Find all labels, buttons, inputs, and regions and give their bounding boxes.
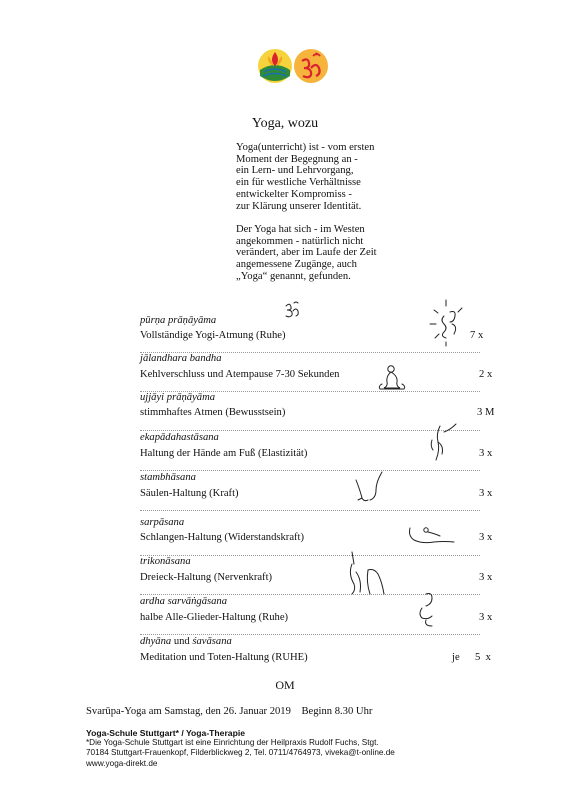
- separator: [140, 470, 480, 471]
- exercise-count: 3 x: [479, 488, 493, 499]
- intro-line: „Yoga“ genannt, gefunden.: [236, 270, 351, 282]
- exercise-count: 3 x: [479, 572, 493, 583]
- exercise-count: 3 x: [479, 532, 493, 543]
- final-connector: und: [171, 636, 193, 647]
- exercise-count: 7 x: [470, 330, 484, 341]
- lotus-sun-logo-icon: [258, 49, 292, 83]
- exercise-sanskrit: pūrṇa prāṇāyāma: [140, 315, 217, 326]
- exercise-german: Haltung der Hände am Fuß (Elastizität): [140, 448, 308, 459]
- exercise-german: Schlangen-Haltung (Widerstandskraft): [140, 532, 305, 543]
- om-sketch-icon: [284, 300, 300, 320]
- pillar-pose-sketch-icon: [352, 468, 386, 504]
- seated-pose-sketch-icon: [374, 364, 408, 392]
- exercise-sanskrit: sarpāsana: [140, 517, 185, 528]
- footer-org: Yoga-Schule Stuttgart* / Yoga-Therapie: [86, 728, 246, 738]
- intro-line: ein für westliche Verhältnisse: [236, 177, 361, 189]
- course-info: Svarūpa-Yoga am Samstag, den 26. Januar 2019 Beginn 8.30 Uhr: [86, 706, 373, 717]
- om-symbol-logo-icon: [294, 49, 328, 83]
- page-title: Yoga, wozu: [251, 116, 319, 131]
- shoulder-stand-sketch-icon: [414, 590, 444, 630]
- exercise-german: Säulen-Haltung (Kraft): [140, 488, 239, 499]
- standing-balance-sketch-icon: [424, 420, 460, 464]
- separator: [140, 555, 480, 556]
- footer: [86, 728, 395, 769]
- exercise-german: Dreieck-Haltung (Nervenkraft): [140, 572, 273, 583]
- intro-line: zur Klärung unserer Identität.: [236, 200, 362, 212]
- intro-line: angekommen - natürlich nicht: [236, 235, 364, 247]
- intro-line: verändert, aber im Laufe der Zeit: [236, 247, 377, 259]
- exercise-count: 3 M: [477, 407, 495, 418]
- snake-pose-sketch-icon: [404, 522, 456, 546]
- exercise-sanskrit: ujjāyi prāṇāyāma: [140, 392, 216, 403]
- exercise-sanskrit: jālandhara bandha: [140, 353, 222, 364]
- exercise-count: 2 x: [479, 369, 493, 380]
- final-count-prefix: je: [452, 652, 460, 663]
- separator: [140, 510, 480, 511]
- exercise-german: Vollständige Yogi-Atmung (Ruhe): [140, 330, 286, 341]
- exercise-count: 3 x: [479, 612, 493, 623]
- sun-face-sketch-icon: [426, 296, 470, 352]
- header-logos: [256, 46, 330, 86]
- final-german: Meditation und Toten-Haltung (RUHE): [140, 652, 308, 663]
- intro-line: entwickelter Kompromiss -: [236, 188, 352, 200]
- exercise-count: 3 x: [479, 448, 493, 459]
- intro-line: Yoga(unterricht) ist - vom ersten: [236, 142, 375, 153]
- footer-address: 70184 Stuttgart-Frauenkopf, Filderblickweg 2, Tel. 0711/4764973, viveka@t-online.de: [86, 748, 395, 758]
- footer-note: *Die Yoga-Schule Stuttgart ist eine Einrichtung der Heilpraxis Rudolf Fuchs, Stgt.: [86, 738, 379, 748]
- intro-line: Moment der Begegnung an -: [236, 153, 358, 165]
- intro-line: Der Yoga hat sich - im Westen: [236, 223, 365, 235]
- final-sanskrit-a: dhyāna: [140, 636, 172, 647]
- exercise-sanskrit: stambhāsana: [140, 472, 196, 483]
- exercise-sanskrit: ardha sarvāṅgāsana: [140, 596, 228, 607]
- final-sanskrit-b: śavāsana: [192, 636, 232, 647]
- final-count: 5 x: [475, 652, 491, 663]
- intro-text: [236, 142, 466, 282]
- final-sanskrit-line: [140, 636, 232, 647]
- exercise-german: Kehlverschluss und Atempause 7-30 Sekunden: [140, 369, 340, 380]
- intro-line: ein Lern- und Lehrvorgang,: [236, 165, 354, 177]
- exercise-sanskrit: ekapādahastāsana: [140, 432, 219, 443]
- exercise-german: halbe Alle-Glieder-Haltung (Ruhe): [140, 612, 289, 623]
- separator: [140, 634, 480, 635]
- intro-line: angemessene Zugänge, auch: [236, 259, 357, 271]
- closing-om: OM: [275, 678, 295, 692]
- exercise-german: stimmhaftes Atmen (Bewusstsein): [140, 407, 286, 418]
- triangle-pose-sketch-icon: [344, 550, 390, 596]
- footer-web: www.yoga-direkt.de: [86, 758, 158, 768]
- exercise-sanskrit: trikonāsana: [140, 556, 191, 567]
